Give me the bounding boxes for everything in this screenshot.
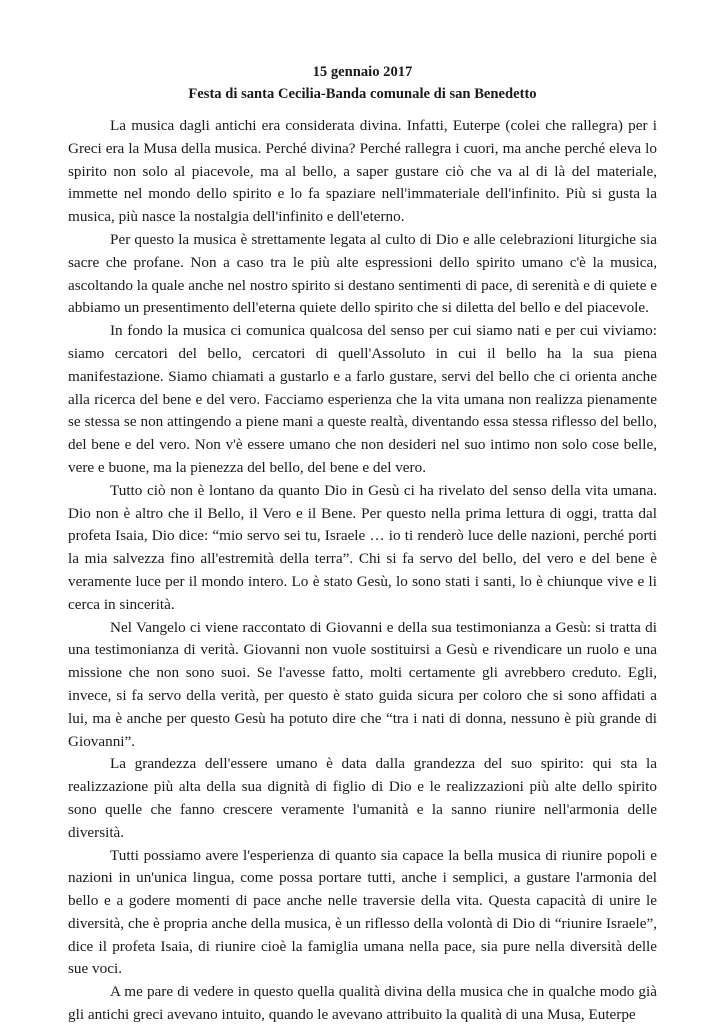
document-heading [68, 62, 657, 105]
paragraph: A me pare di vedere in questo quella qualità divina della musica che in qualche modo già gli antichi greci avevano intuito, quando le avevano attribuito la qualità di una Musa, Euterpe [68, 983, 657, 1024]
document-body [68, 115, 657, 1027]
paragraph: Nel Vangelo ci viene raccontato di Giovanni e della sua testimonianza a Gesù: si tratta di una testimonianza di verità. Giovanni non vuole sostituirsi a Gesù e rivendicare un ruolo e una missione che non sono suoi. Se l'avesse fatto, molti certamente gli avrebbero creduto. Egli, invece, si fa servo della verità, per questo è stato guida sicura per coloro che si sono affidati a lui, ma è anche per questo Gesù ha potuto dire che “tra i nati di donna, nessuno è più grande di Giovanni”. [68, 618, 657, 750]
document-date: 15 gennaio 2017 [312, 64, 413, 80]
paragraph: Tutto ciò non è lontano da quanto Dio in Gesù ci ha rivelato del senso della vita umana. Dio non è altro che il Bello, il Vero e il Bene. Per questo nella prima lettura di oggi, tratta dal profeta Isaia, Dio dice: “mio servo sei tu, Israele … io ti renderò luce delle nazioni, perché porti la mia salvezza fino all'estremità della terra”. Chi si fa servo del bello, del vero e del bene è veramente luce per il mondo intero. Lo è stato Gesù, lo sono stati i santi, lo è chiunque vive e li cerca in sincerità. [68, 481, 657, 613]
paragraph: Per questo la musica è strettamente legata al culto di Dio e alle celebrazioni liturgiche sia sacre che profane. Non a caso tra le più alte espressioni dello spirito umano c'è la musica, ascoltando la quale anche nel nostro spirito si destano sentimenti di pace, di serenità e di quiete e abbiamo un presentimento dell'eterna quiete dello spirito che si diletta del bello e del piacevole. [68, 230, 657, 317]
paragraph: La musica dagli antichi era considerata divina. Infatti, Euterpe (colei che rallegra) per i Greci era la Musa della musica. Perché divina? Perché rallegra i cuori, ma anche perché eleva lo spirito non solo al piacevole, ma al bello, a saper gustare ciò che va al di là del materiale, immette nel mondo dello spirito e lo fa spaziare nell'immateriale dell'infinito. Più si gusta la musica, più nasce la nostalgia dell'infinito e dell'eterno. [68, 117, 657, 226]
paragraph: In fondo la musica ci comunica qualcosa del senso per cui siamo nati e per cui viviamo: siamo cercatori del bello, cercatori di quell'Assoluto in cui il bello ha la sua piena manifestazione. Siamo chiamati a gustarlo e a farlo gustare, servi del bello che ci orienta anche alla ricerca del bene e del vero. Facciamo esperienza che la vita umana non realizza pienamente se stessa se non attingendo a piene mani a queste realtà, diventando essa stessa riflesso del bello, del bene e del vero. Non v'è essere umano che non desideri nel suo intimo non solo cose belle, vere e buone, ma la pienezza del bello, del bene e del vero. [68, 322, 657, 476]
paragraph: Tutti possiamo avere l'esperienza di quanto sia capace la bella musica di riunire popoli e nazioni in un'unica lingua, come possa portare tutti, anche i semplici, a gustare l'armonia del bello e a godere momenti di pace anche nelle traversie della vita. Questa capacità di unire le diversità, che è propria anche della musica, è un riflesso della volontà di Dio di “riunire Israele”, dice il profeta Isaia, di riunire cioè la famiglia umana nella pace, sia pure nella diversità delle sue voci. [68, 846, 657, 978]
document-title: Festa di santa Cecilia-Banda comunale di san Benedetto [188, 85, 537, 102]
paragraph: La grandezza dell'essere umano è data dalla grandezza del suo spirito: qui sta la realizzazione più alta della sua dignità di figlio di Dio e le realizzazioni più alte dello spirito sono quelle che fanno crescere veramente l'umanità e la sanno riunire nell'armonia delle diversità. [68, 755, 657, 841]
